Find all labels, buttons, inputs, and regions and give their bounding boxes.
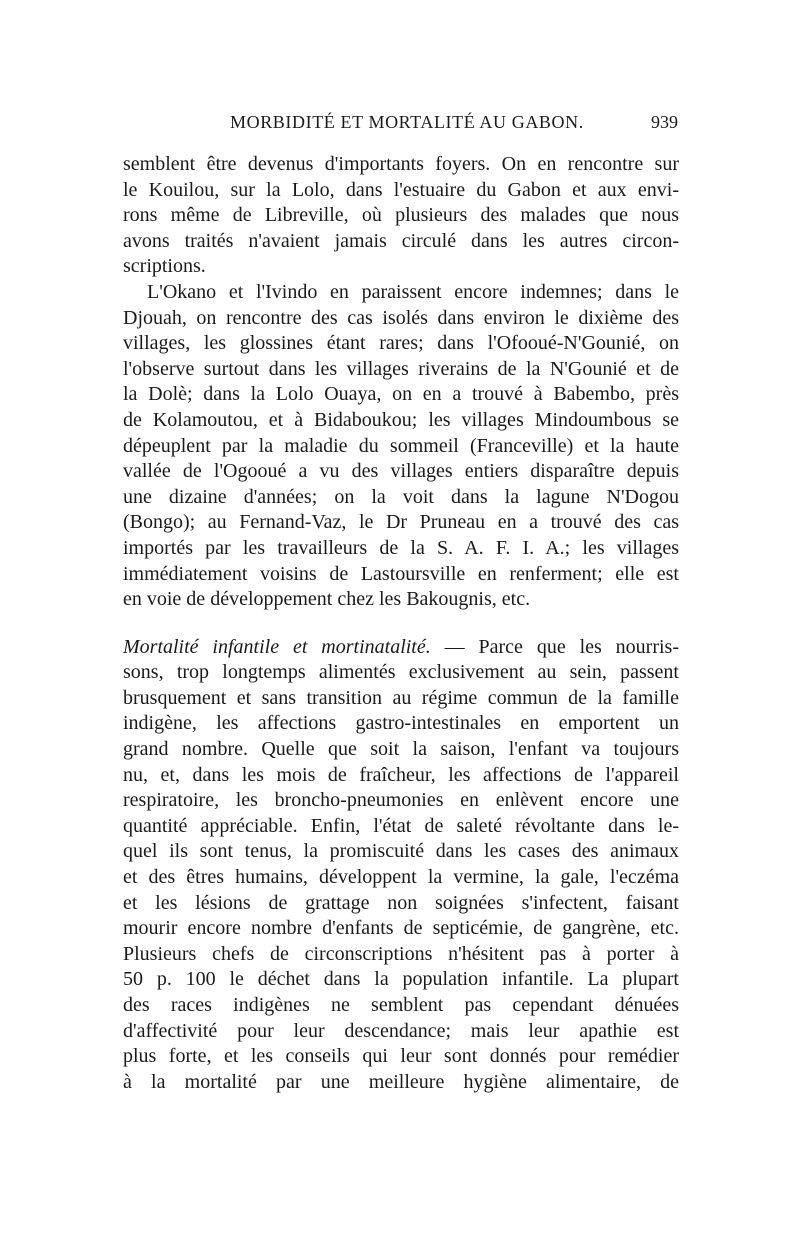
running-header (123, 112, 678, 142)
text-line: importés par les travailleurs de la S. A. F. I. A.; les villages (123, 536, 679, 559)
text-line: de Kolamoutou, et à Bidaboukou; les villages Mindoumbous se (123, 408, 679, 431)
text-line-section-start (123, 635, 679, 661)
text-line: grand nombre. Quelle que soit la saison, l'enfant va toujours (123, 738, 679, 761)
page-number: 939 (651, 112, 678, 132)
text-line: vallée de l'Ogooué a vu des villages entiers disparaître depuis (123, 460, 679, 483)
text-line: scriptions. (123, 255, 206, 278)
text-line: dépeuplent par la maladie du sommeil (Franceville) et la haute (123, 434, 679, 457)
text-line: le Kouilou, sur la Lolo, dans l'estuaire du Gabon et aux envi- (123, 178, 679, 201)
section-gap (123, 613, 679, 635)
text-line: (Bongo); au Fernand-Vaz, le Dr Pruneau en a trouvé des cas (123, 511, 679, 534)
text-line: avons traités n'avaient jamais circulé dans les autres circon- (123, 229, 679, 252)
text-line: respiratoire, les broncho-pneumonies en enlèvent encore une (123, 789, 679, 812)
text-line: d'affectivité pour leur descendance; mais leur apathie est (123, 1019, 679, 1042)
text-line: plus forte, et les conseils qui leur sont donnés pour remédier (123, 1045, 679, 1068)
text-line: et des êtres humains, développent la vermine, la gale, l'eczéma (123, 866, 679, 889)
text-line: Djouah, on rencontre des cas isolés dans environ le dixième des (123, 306, 679, 329)
running-title: MORBIDITÉ ET MORTALITÉ AU GABON. (230, 112, 584, 132)
text-line: 50 p. 100 le déchet dans la population infantile. La plupart (123, 968, 679, 991)
text-line: l'observe surtout dans les villages riverains de la N'Gounié et de (123, 357, 679, 380)
text-line: immédiatement voisins de Lastoursville en renferment; elle est (123, 562, 679, 585)
paragraph-continuation (123, 152, 679, 280)
text-line: nu, et, dans les mois de fraîcheur, les affections de l'appareil (123, 763, 679, 786)
paragraph-mortalite-infantile (123, 635, 679, 1096)
text-line: indigène, les affections gastro-intestinales en emportent un (123, 712, 679, 735)
text-line: sons, trop longtemps alimentés exclusivement au sein, passent (123, 661, 679, 684)
text-line: L'Okano et l'Ivindo en paraissent encore indemnes; dans le (147, 280, 679, 303)
text-line: des races indigènes ne semblent pas cependant dénuées (123, 994, 679, 1016)
text-line: la Dolè; dans la Lolo Ouaya, on en a trouvé à Babembo, près (123, 383, 679, 406)
text-line: villages, les glossines étant rares; dans l'Ofooué-N'Gounié, on (123, 332, 679, 355)
text-line: Plusieurs chefs de circonscriptions n'hésitent pas à porter à (123, 942, 679, 965)
text-line: mourir encore nombre d'enfants de septicémie, de gangrène, etc. (123, 917, 679, 940)
text-line: rons même de Libreville, où plusieurs des malades que nous (123, 204, 679, 227)
body-text (123, 152, 679, 1095)
text-line: et les lésions de grattage non soignées s'infectent, faisant (123, 891, 679, 914)
section-heading-inline: Mortalité infantile et mortinatalité. (123, 635, 431, 658)
section-first-line-text: — Parce que les nourris- (430, 635, 680, 658)
text-line: semblent être devenus d'importants foyers. On en rencontre sur (123, 153, 679, 175)
text-line: en voie de développement chez les Bakougnis, etc. (123, 588, 531, 611)
text-line: à la mortalité par une meilleure hygiène alimentaire, de (123, 1070, 679, 1093)
text-line: brusquement et sans transition au régime commun de la famille (123, 686, 679, 709)
text-line: une dizaine d'années; on la voit dans la lagune N'Dogou (123, 485, 679, 508)
paragraph-okano-ivindo (123, 280, 679, 613)
text-line: quel ils sont tenus, la promiscuité dans les cases des animaux (123, 840, 679, 863)
text-line: quantité appréciable. Enfin, l'état de saleté révoltante dans le- (123, 814, 679, 837)
